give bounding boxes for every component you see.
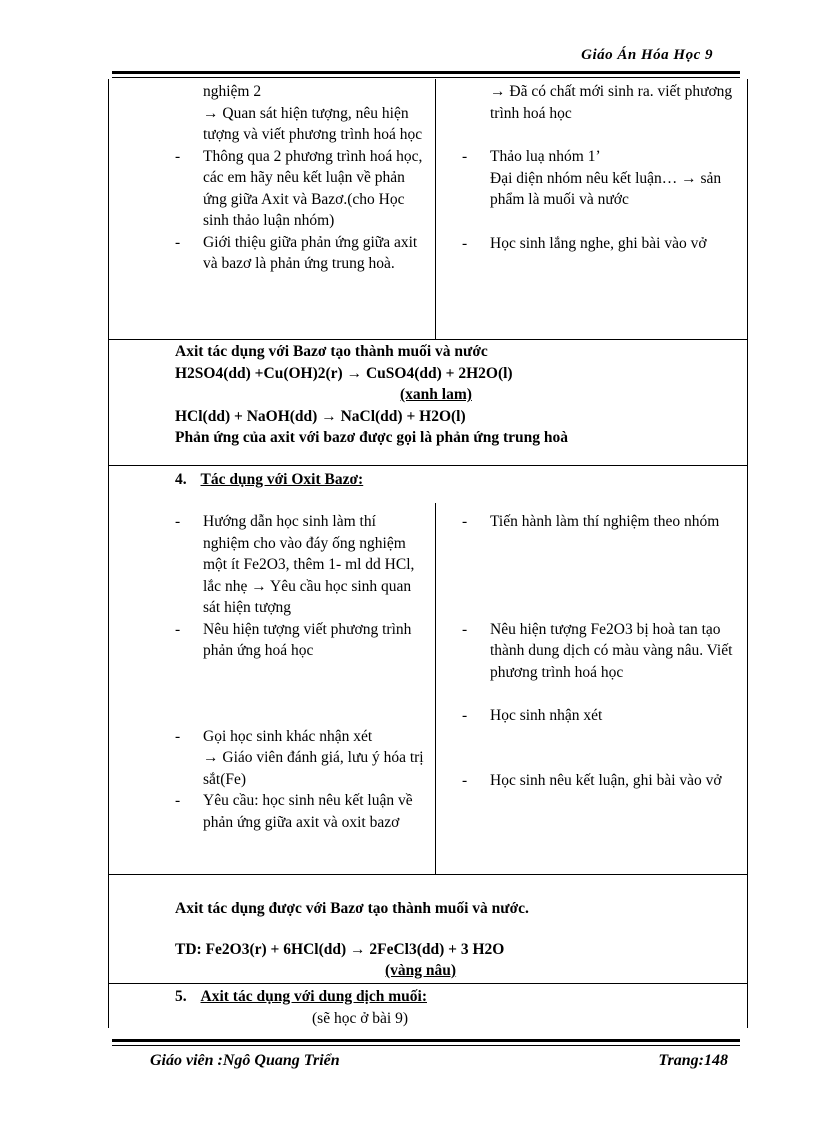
teacher-text: → Quan sát hiện tượng, nêu hiện tượng và viết phương trình hoá học: [203, 104, 423, 143]
student-column-section4: [462, 511, 740, 791]
section-note: (sẽ học ở bài 9): [312, 1009, 408, 1027]
footer-teacher: Giáo viên :Ngô Quang Triển: [150, 1052, 340, 1069]
conclusion-line-last: Phản ứng của axit với bazơ được gọi là phản ứng trung hoà: [175, 429, 569, 446]
section-title: Tác dụng với Oxit Bazơ:: [200, 471, 364, 488]
list-item: - Thảo luạ nhóm 1’: [462, 148, 601, 165]
equation-note: (xanh lam): [400, 386, 472, 403]
teacher-text: nghiệm 2: [203, 83, 262, 100]
list-item: - Thông qua 2 phương trình hoá học, các em hãy nêu kết luận về phản ứng giữa Axit và Bazơ.(cho Học sinh thảo luận nhóm): [175, 147, 423, 229]
student-text: Đại diện nhóm nêu kết luận… → sản phẩm là muối và nước: [490, 169, 722, 208]
list-item: - Học sinh lắng nghe, ghi bài vào vở: [462, 234, 707, 252]
list-item: - Hướng dẫn học sinh làm thí nghiệm cho vào đáy ống nghiệm một ít Fe2O3, thêm 1- ml dd HCl, lắc nhẹ → Yêu cầu học sinh quan sát hiện tượng: [175, 513, 415, 616]
teacher-text: → Giáo viên đánh giá, lưu ý hóa trị sắt(Fe): [203, 749, 424, 788]
teacher-column-section3: [175, 81, 425, 275]
header-rule-thin: [112, 77, 740, 78]
table-right-border: [747, 79, 748, 1028]
section-number: 4.: [175, 471, 187, 488]
equation-3: TD: Fe2O3(r) + 6HCl(dd) → 2FeCl3(dd) + 3 H2O: [175, 940, 505, 958]
footer-rule-thin: [112, 1045, 740, 1046]
footer-page-number: Trang:148: [658, 1052, 728, 1069]
row-divider-4: [108, 983, 748, 984]
conclusion-section4: [175, 898, 735, 982]
row-divider-1: [108, 339, 748, 340]
student-text: → Đã có chất mới sinh ra. viết phương trình hoá học: [490, 83, 733, 122]
equation-note: (vàng nâu): [385, 962, 457, 979]
column-divider-2: [435, 503, 436, 874]
header-rule-thick: [112, 71, 740, 74]
list-item: - Giới thiệu giữa phản ứng giữa axit và bazơ là phản ứng trung hoà.: [175, 233, 418, 272]
conclusion-line: Axit tác dụng với Bazơ tạo thành muối và nước: [175, 343, 488, 360]
list-item: - Gọi học sinh khác nhận xét: [175, 727, 373, 745]
equation-1: H2SO4(dd) +Cu(OH)2(r) → CuSO4(dd) + 2H2O(l): [175, 364, 513, 382]
equation-2: HCl(dd) + NaOH(dd) → NaCl(dd) + H2O(l): [175, 407, 466, 425]
list-item: - Tiến hành làm thí nghiệm theo nhóm: [462, 513, 720, 530]
section-title: Axit tác dụng với dung dịch muối:: [200, 988, 427, 1005]
conclusion-section3: [175, 341, 735, 449]
section5: [175, 986, 675, 1029]
student-column-section3: [462, 81, 737, 254]
list-item: - Học sinh nhận xét: [462, 707, 603, 724]
list-item: - Nêu hiện tượng viết phương trình phản ứng hoá học: [175, 620, 412, 659]
section-number: 5.: [175, 988, 187, 1005]
row-divider-2: [108, 465, 748, 466]
list-item: - Nêu hiện tượng Fe2O3 bị hoà tan tạo thành dung dịch có màu vàng nâu. Viết phương trình hoá học: [462, 620, 733, 681]
row-divider-3: [108, 874, 748, 875]
footer-rule-thick: [112, 1039, 740, 1042]
list-item: - Yêu cầu: học sinh nêu kết luận về phản ứng giữa axit và oxit bazơ: [175, 792, 413, 831]
column-divider-1: [435, 79, 436, 339]
document-header-title: Giáo Án Hóa Học 9: [581, 47, 713, 63]
conclusion-line: Axit tác dụng được với Bazơ tạo thành muối và nước.: [175, 900, 529, 917]
section4-heading: [175, 469, 675, 491]
teacher-column-section4: [175, 511, 425, 833]
table-left-border: [108, 79, 109, 1028]
list-item: - Học sinh nêu kết luận, ghi bài vào vở: [462, 771, 722, 789]
